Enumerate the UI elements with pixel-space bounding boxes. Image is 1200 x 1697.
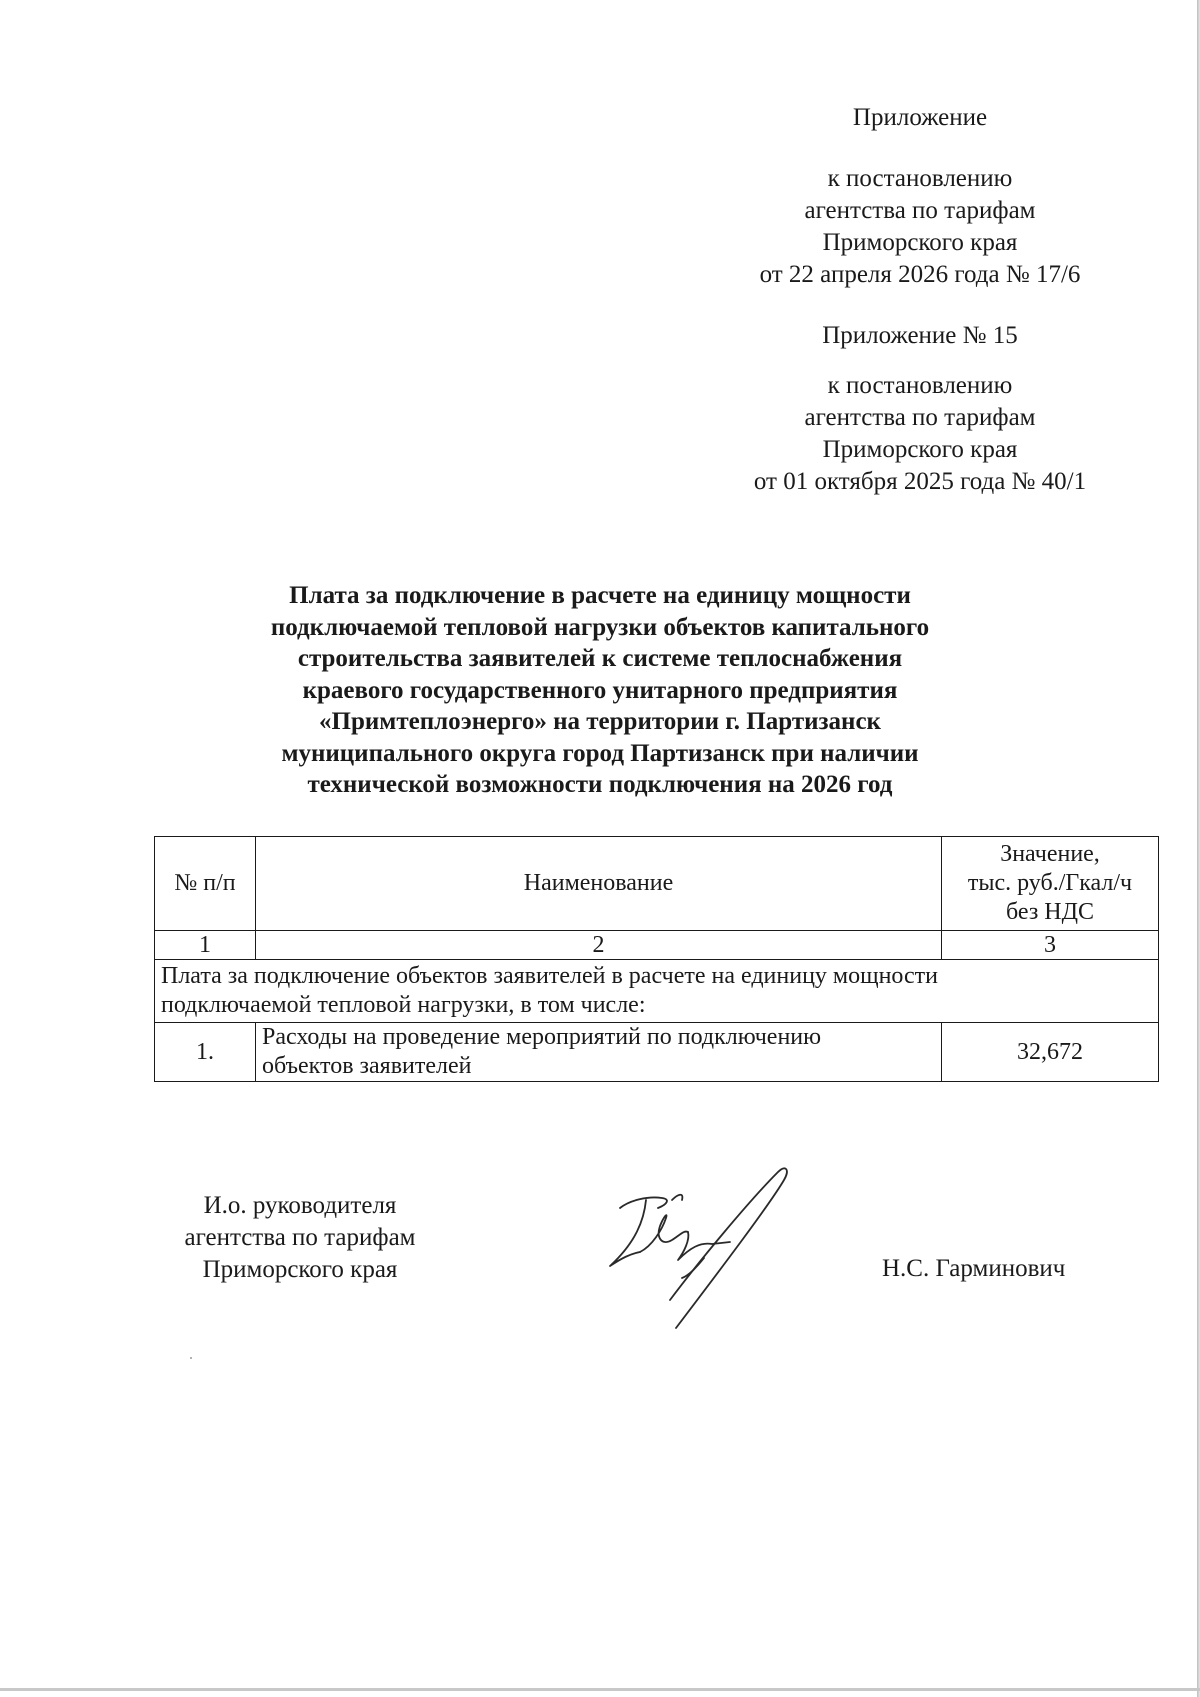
row-value: 32,672 [942, 1023, 1159, 1082]
appendix-title [710, 102, 1130, 134]
appendix-prior-line: Приморского края [822, 436, 1018, 463]
table-header-row [155, 837, 1159, 931]
scan-speck [190, 1357, 192, 1359]
header-value [942, 837, 1159, 931]
row-name-line: Расходы на проведение мероприятий по подключению [262, 1024, 822, 1050]
group-row-cell [155, 960, 1159, 1023]
scan-edge-bottom [0, 1688, 1200, 1691]
appendix-prior-reference [710, 370, 1130, 498]
appendix-prior-line: к постановлению [827, 372, 1013, 399]
appendix-line: к постановлению [827, 165, 1013, 192]
table-row [155, 1023, 1159, 1082]
column-index-row [155, 931, 1159, 960]
header-value-line: Значение, [1000, 841, 1100, 867]
appendix-prior-title-text: Приложение № 15 [822, 322, 1018, 349]
header-name: Наименование [256, 837, 942, 931]
title-line: технической возможности подключения на 2026 год [307, 771, 893, 798]
appendix-line: от 22 апреля 2026 года № 17/6 [759, 261, 1081, 288]
appendix-reference [710, 163, 1130, 291]
tariff-table [154, 836, 1159, 1082]
header-num: № п/п [155, 837, 256, 931]
handwritten-signature [600, 1160, 820, 1330]
appendix-prior-line: агентства по тарифам [804, 404, 1036, 431]
signatory-position-line: Приморского края [202, 1256, 398, 1283]
column-index: 2 [256, 931, 942, 960]
appendix-prior-line: от 01 октября 2025 года № 40/1 [753, 468, 1087, 495]
column-index: 3 [942, 931, 1159, 960]
title-line: строительства заявителей к системе теплоснабжения [297, 645, 903, 672]
row-name-line: объектов заявителей [262, 1053, 472, 1079]
group-row-line: Плата за подключение объектов заявителей в расчете на единицу мощности [161, 963, 938, 989]
column-index: 1 [155, 931, 256, 960]
title-line: Плата за подключение в расчете на единицу мощности [289, 582, 911, 609]
appendix-line: Приморского края [822, 229, 1018, 256]
signatory-name: Н.С. Гарминович [882, 1255, 1066, 1282]
document-title [160, 580, 1040, 801]
title-line: муниципального округа город Партизанск при наличии [281, 739, 919, 767]
title-line: краевого государственного унитарного предприятия [302, 676, 898, 704]
row-name [256, 1023, 942, 1082]
title-line: подключаемой тепловой нагрузки объектов капитального [270, 613, 930, 641]
title-line: «Примтеплоэнерго» на территории г. Партизанск [319, 708, 881, 735]
signatory-position-line: агентства по тарифам [184, 1224, 416, 1251]
signatory-position [140, 1190, 460, 1286]
appendix-line: агентства по тарифам [804, 197, 1036, 224]
group-row-line: подключаемой тепловой нагрузки, в том числе: [161, 992, 646, 1018]
appendix-prior-title [710, 320, 1130, 352]
group-row [155, 960, 1159, 1023]
header-value-line: тыс. руб./Гкал/ч [967, 870, 1133, 896]
header-value-line: без НДС [1005, 899, 1095, 925]
appendix-title-text: Приложение [852, 104, 988, 131]
row-num: 1. [155, 1023, 256, 1082]
signatory-position-line: И.о. руководителя [203, 1192, 397, 1219]
